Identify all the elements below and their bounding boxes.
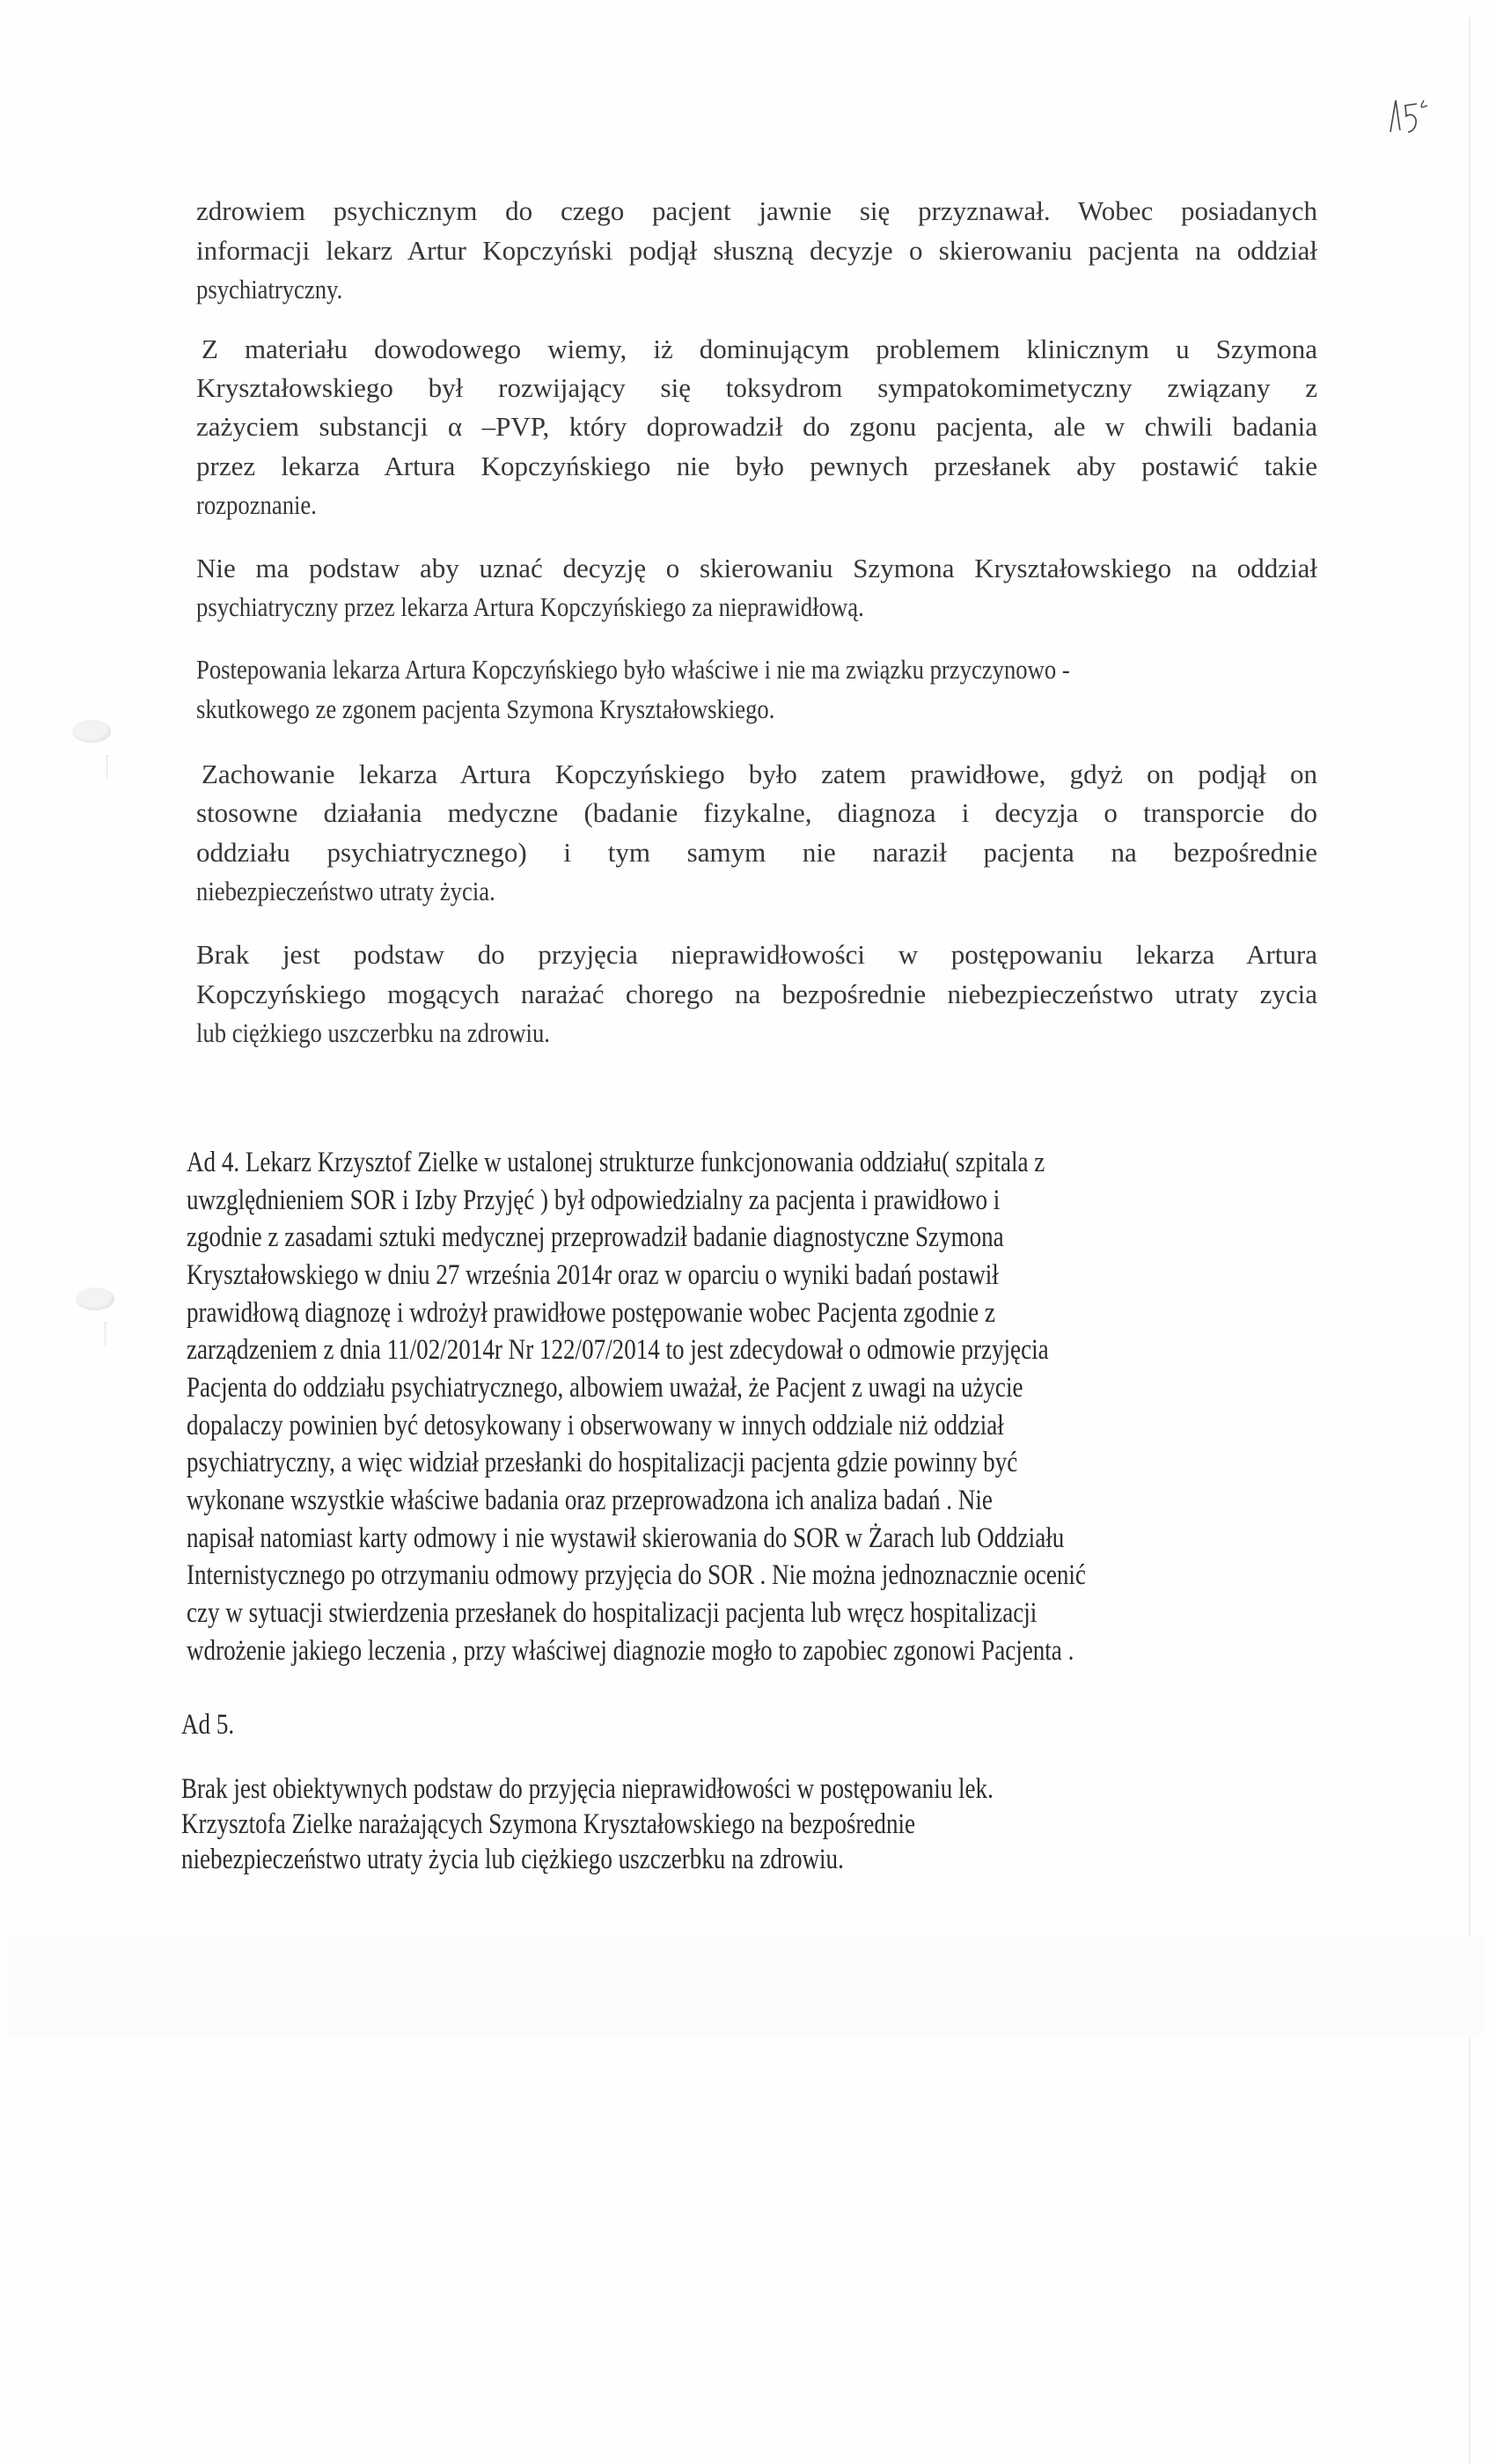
text-line: niebezpieczeństwo utraty życia lub ciężkiego uszczerbku na zdrowiu. (181, 1844, 844, 1875)
text-line: lub ciężkiego uszczerbku na zdrowiu. (196, 1017, 550, 1048)
text-line: Ad 4. Lekarz Krzysztof Zielke w ustalonej strukturze funkcjonowania oddziału( szpitala z (187, 1147, 1045, 1178)
punch-hole-bottom (76, 1287, 114, 1310)
text-line: Nie ma podstaw aby uznać decyzję o skierowaniu Szymona Kryształowskiego na oddział (196, 553, 1317, 583)
text-line: czy w sytuacji stwierdzenia przesłanek do hospitalizacji pacjenta lub wręcz hospitalizacji (187, 1597, 1038, 1629)
text-line: Kryształowskiego był rozwijający się toksydrom sympatokomimetyczny związany z (196, 372, 1317, 403)
text-line: wykonane wszystkie właściwe badania oraz przeprowadzona ich analiza badań . Nie (187, 1485, 993, 1516)
text-line: Brak jest obiektywnych podstaw do przyjęcia nieprawidłowości w postępowaniu lek. (181, 1773, 994, 1805)
text-line: przez lekarza Artura Kopczyńskiego nie było pewnych przesłanek aby postawić takie (196, 451, 1317, 481)
text-line: Postepowania lekarza Artura Kopczyńskiego było właściwe i nie ma związku przyczynowo - (196, 654, 1070, 685)
text-line: informacji lekarz Artur Kopczyński podjął słuszną decyzje o skierowaniu pacjenta na oddział (196, 235, 1317, 266)
text-line: Kryształowskiego w dniu 27 września 2014r oraz w oparciu o wyniki badań postawił (187, 1259, 999, 1291)
text-line: zarządzeniem z dnia 11/02/2014r Nr 122/07/2014 to jest zdecydował o odmowie przyjęcia (187, 1334, 1049, 1366)
scan-tint-band (7, 1936, 1485, 2037)
text-line: zażyciem substancji α –PVP, który doprowadził do zgonu pacjenta, ale w chwili badania (196, 411, 1317, 442)
text-line: psychiatryczny. (196, 274, 343, 304)
text-line: psychiatryczny przez lekarza Artura Kopczyńskiego za nieprawidłową. (196, 591, 864, 622)
text-line: niebezpieczeństwo utraty życia. (196, 876, 495, 906)
text-line: Internistycznego po otrzymaniu odmowy przyjęcia do SOR . Nie można jednoznacznie ocenić (187, 1559, 1086, 1591)
text-line: rozpoznanie. (196, 489, 317, 520)
handwritten-page-number (1383, 88, 1436, 141)
text-line: zgodnie z zasadami sztuki medycznej przeprowadził badanie diagnostyczne Szymona (187, 1221, 1004, 1253)
handwritten-page-number-glyph (1383, 88, 1436, 141)
text-line: wdrożenie jakiego leczenia , przy właściwej diagnozie mogło to zapobiec zgonowi Pacjenta . (187, 1635, 1074, 1667)
text-line: Brak jest podstaw do przyjęcia nieprawidłowości w postępowaniu lekarza Artura (196, 939, 1317, 970)
punch-hole-mark (104, 755, 107, 778)
text-line: prawidłową diagnozę i wdrożył prawidłowe postępowanie wobec Pacjenta zgodnie z (187, 1297, 995, 1329)
text-line: psychiatryczny, a więc widział przesłanki do hospitalizacji pacjenta gdzie powinny być (187, 1447, 1018, 1478)
section-heading-ad5: Ad 5. (181, 1709, 235, 1741)
text-line: zdrowiem psychicznym do czego pacjent jawnie się przyznawał. Wobec posiadanych (196, 195, 1317, 226)
text-line: Zachowanie lekarza Artura Kopczyńskiego było zatem prawidłowe, gdyż on podjął on (202, 759, 1317, 789)
text-line: Kopczyńskiego mogących narażać chorego na bezpośrednie niebezpieczeństwo utraty zycia (196, 979, 1317, 1009)
text-line: napisał natomiast karty odmowy i nie wystawił skierowania do SOR w Żarach lub Oddziału (187, 1522, 1065, 1554)
punch-hole-top (72, 720, 111, 743)
text-line: oddziału psychiatrycznego) i tym samym nie naraził pacjenta na bezpośrednie (196, 837, 1317, 868)
text-line: Pacjenta do oddziału psychiatrycznego, albowiem uważał, że Pacjent z uwagi na użycie (187, 1372, 1023, 1404)
punch-hole-mark (102, 1323, 106, 1346)
text-line: skutkowego ze zgonem pacjenta Szymona Kryształowskiego. (196, 693, 775, 724)
text-line: Krzysztofa Zielke narażających Szymona Kryształowskiego na bezpośrednie (181, 1808, 916, 1840)
text-line: Z materiału dowodowego wiemy, iż dominującym problemem klinicznym u Szymona (202, 334, 1317, 364)
text-line: uwzględnieniem SOR i Izby Przyjęć ) był odpowiedzialny za pacjenta i prawidłowo i (187, 1184, 1001, 1216)
text-line: dopalaczy powinien być detosykowany i obserwowany w innych oddziale niż oddział (187, 1410, 1004, 1441)
scan-edge-line (1469, 18, 1470, 2464)
text-line: stosowne działania medyczne (badanie fizykalne, diagnoza i decyzja o transporcie do (196, 797, 1317, 828)
